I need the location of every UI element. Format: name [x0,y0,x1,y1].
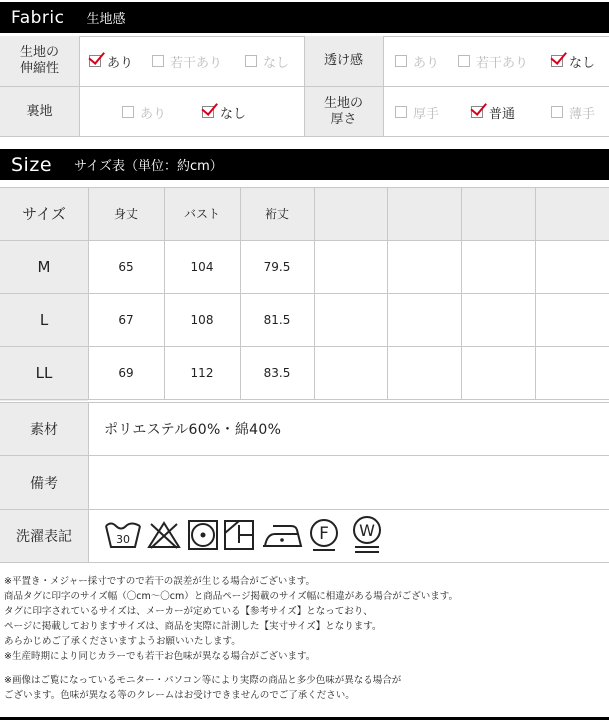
footnote-line: あらかじめご了承くださいますようお願いいたします。 [4,636,241,647]
table-cell: 79.5 [263,259,291,274]
column-header-bust: バスト [183,207,220,221]
size-corner-header: サイズ [22,205,66,223]
wet-clean-w-icon [348,515,386,555]
size-header-bar [0,149,609,180]
stretch-label: 生地の 伸縮性 [0,36,79,86]
stretch-option-yes[interactable]: あり [89,36,133,86]
checkbox-icon [551,106,563,118]
thickness-option-normal[interactable]: 普通 [471,87,515,137]
line-dry-shade-icon [222,515,256,555]
table-cell: 81.5 [263,312,291,327]
footnote-line: ございます。色味が異なる等のクレームはお受けできませんのでご了承ください。 [4,690,355,701]
footnote-line: ※生産時期により同じカラーでも若干お色味が異なる場合がございます。 [4,651,316,662]
lining-option-yes[interactable]: あり [122,87,166,137]
fabric-subtitle: 生地感 [86,12,126,27]
footnote-line: ページに掲載しておりますサイズは、商品を実際に計測した【実寸サイズ】となります。 [4,621,382,632]
stretch-option-slight[interactable]: 若干あり [152,36,222,86]
size-title: Size [11,153,53,176]
column-header-sleeve: 裄丈 [264,207,289,221]
wash-30-icon [103,515,143,555]
lining-label: 裏地 [0,87,79,136]
footnote-line: ※画像はご覧になっているモニター・パソコン等により実際の商品と多少色味が異なる場合が [4,675,402,686]
checkbox-icon [152,55,164,67]
size-table [0,187,609,401]
svg-text:W: W [359,521,375,540]
sheer-option-no[interactable]: なし [551,36,595,86]
checkbox-checked-icon [551,55,563,67]
thickness-option-thin[interactable]: 薄手 [551,87,595,137]
fabric-title: Fabric [11,7,65,28]
checkbox-checked-icon [202,106,214,118]
table-cell: 112 [190,365,214,380]
dry-clean-f-icon [306,515,342,555]
footnotes [4,574,604,703]
checkbox-icon [395,106,407,118]
size-subtitle: サイズ表（単位：約cm） [74,159,223,174]
table-cell: 108 [190,312,214,327]
no-bleach-icon [145,515,183,555]
material-label: 素材 [0,402,88,455]
checkbox-checked-icon [471,106,483,118]
checkbox-icon [122,106,134,118]
thickness-label: 生地の 厚さ [304,87,383,136]
footnote-line: ※平置き・メジャー採寸ですので若干の誤差が生じる場合がございます。 [4,576,316,587]
details-table [0,402,609,562]
checkbox-checked-icon [89,55,101,67]
material-value: ポリエステル60%・綿40% [104,421,282,438]
lining-option-no[interactable]: なし [202,87,246,137]
size-row-label: LL [35,363,53,382]
footnote-line: タグに印字されているサイズは、メーカーが定めている【参考サイズ】となっており、 [4,606,373,617]
table-cell: 83.5 [263,365,291,380]
stretch-option-no[interactable]: なし [245,36,289,86]
sheer-option-slight[interactable]: 若干あり [458,36,528,86]
footnote-line: 商品タグに印字のサイズ幅（〇cm〜〇cm）と商品ページ掲載のサイズ幅に相違がある場合がございます。 [4,591,458,602]
iron-low-icon [261,515,303,555]
remarks-label: 備考 [0,456,88,509]
fabric-header-bar [0,2,609,33]
checkbox-icon [458,55,470,67]
sheer-label: 透け感 [304,36,383,86]
svg-text:30: 30 [116,533,130,546]
thickness-option-thick[interactable]: 厚手 [395,87,439,137]
care-label: 洗濯表記 [0,510,88,562]
sheer-option-yes[interactable]: あり [395,36,439,86]
table-cell: 67 [118,312,134,327]
size-row-label: L [39,310,49,329]
table-cell: 104 [190,259,214,274]
table-cell: 69 [118,365,134,380]
column-header-length: 身丈 [113,207,138,221]
checkbox-icon [395,55,407,67]
tumble-dry-icon [186,515,220,555]
table-cell: 65 [118,259,134,274]
checkbox-icon [245,55,257,67]
size-row-label: M [37,257,51,276]
svg-text:F: F [319,524,329,544]
